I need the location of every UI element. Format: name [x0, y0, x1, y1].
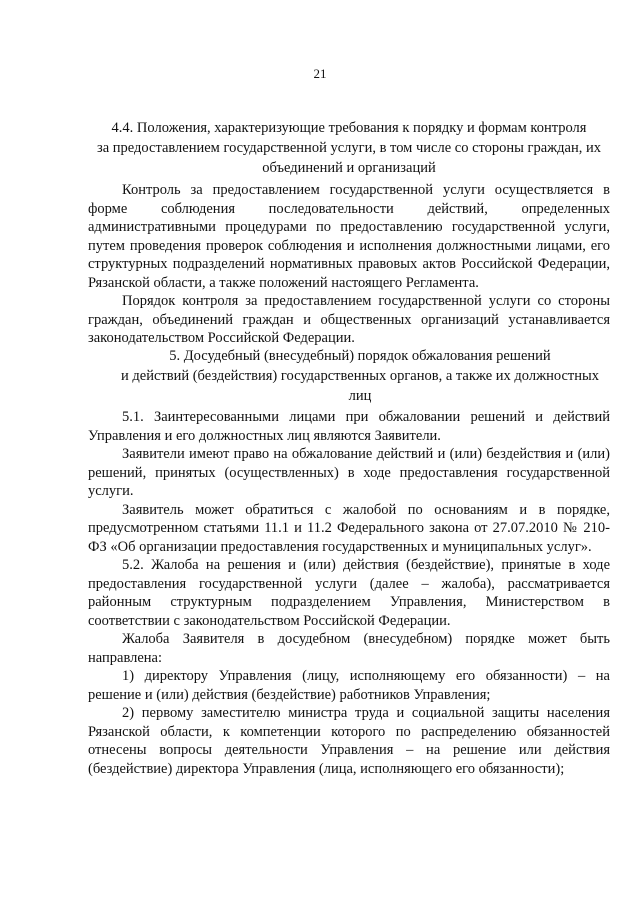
paragraph: 2) первому заместителю министра труда и социальной защиты населения Рязанской области, к компетенции которого по распределению обязанностей отнесены вопросы деятельности Управления – на решение или действия (бездействие) директора Управления (лица, исполняющего его обязанности); [88, 705, 610, 777]
section-5-heading [110, 346, 610, 406]
heading-line: 5. Досудебный (внесудебный) порядок обжалования решений [169, 348, 551, 364]
paragraph: Заявитель может обратиться с жалобой по основаниям и в порядке, предусмотренном статьями 11.1 и 11.2 Федерального закона от 27.07.2010 № 210-ФЗ «Об организации предоставления государственных и муниципальных услуг». [88, 501, 610, 555]
paragraph: 5.2. Жалоба на решения и (или) действия (бездействие), принятые в ходе предоставления государственной услуги (далее – жалоба), рассматривается районным структурным подразделением Управления, Министерством в соответствии с законодательством Российской Федерации. [88, 557, 610, 629]
heading-line: за предоставлением государственной услуги, в том числе со стороны граждан, их [96, 140, 602, 156]
heading-line: объединений и организаций [262, 160, 436, 176]
paragraph: Порядок контроля за предоставлением государственной услуги со стороны граждан, объединений граждан и общественных организаций устанавливается законодательством Российской Федерации. [88, 293, 610, 346]
heading-line: лиц [348, 388, 372, 404]
paragraph: Контроль за предоставлением государственной услуги осуществляется в форме соблюдения последовательности действий, определенных административными процедурами по предоставлению государственной услуги, путем проведения проверок соблюдения и исполнения должностными лицами, его структурных подразделений нормативных правовых актов Российской Федерации, Рязанской области, а также положений настоящего Регламента. [88, 182, 610, 291]
paragraph: Заявители имеют право на обжалование действий и (или) бездействия и (или) решений, принятых (осуществленных) в ходе предоставления государственной услуги. [88, 446, 610, 499]
heading-line: и действий (бездействия) государственных органов, а также их должностных [121, 368, 599, 384]
paragraph: 5.1. Заинтересованными лицами при обжаловании решений и действий Управления и его должностных лиц являются Заявители. [88, 409, 610, 444]
section-4-4-body [88, 181, 610, 348]
heading-line: 4.4. Положения, характеризующие требования к порядку и формам контроля [111, 120, 587, 136]
section-4-4-heading [88, 118, 610, 178]
page-number: 21 [313, 66, 327, 81]
paragraph: 1) директору Управления (лицу, исполняющему его обязанности) – на решение и (или) действия (бездействие) работников Управления; [88, 668, 610, 703]
paragraph: Жалоба Заявителя в досудебном (внесудебном) порядке может быть направлена: [88, 631, 610, 666]
section-5-body [88, 408, 610, 778]
